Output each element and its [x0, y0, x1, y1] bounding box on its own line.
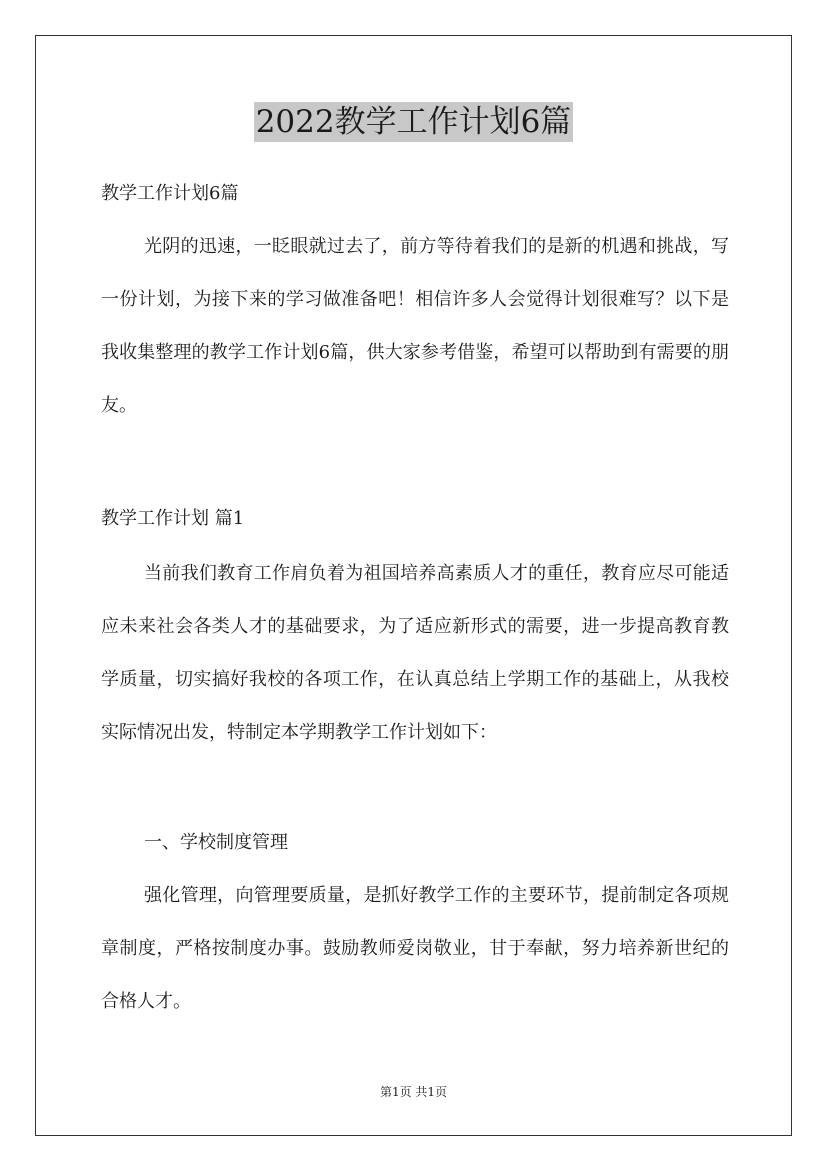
document-subtitle: 教学工作计划6篇 — [101, 183, 239, 204]
body-paragraph: 当前我们教育工作肩负着为祖国培养高素质人才的重任，教育应尽可能适应未来社会各类人才的基础要求，为了适应新形式的需要，进一步提高教育教学质量，切实搞好我校的各项工作，在认真总结上学期工作的基础上，从我校实际情况出发，特制定本学期教学工作计划如下： — [101, 563, 729, 743]
body-paragraph: 强化管理，向管理要质量，是抓好教学工作的主要环节，提前制定各项规章制度，严格按制度办事。鼓励教师爱岗敬业，甘于奉献，努力培养新世纪的合格人才。 — [101, 885, 729, 1012]
subsection-heading: 一、学校制度管理 — [144, 832, 288, 853]
title-wrap — [0, 102, 827, 142]
section-heading: 教学工作计划 篇1 — [101, 508, 245, 529]
page-footer: 第1页 共1页 — [379, 1085, 448, 1099]
document-title: 2022教学工作计划6篇 — [255, 104, 572, 140]
intro-paragraph: 光阴的迅速，一眨眼就过去了，前方等待着我们的是新的机遇和挑战，写一份计划，为接下来的学习做准备吧！相信许多人会觉得计划很难写？以下是我收集整理的教学工作计划6篇，供大家参考借鉴，希望可以帮助到有需要的朋友。 — [101, 236, 729, 416]
